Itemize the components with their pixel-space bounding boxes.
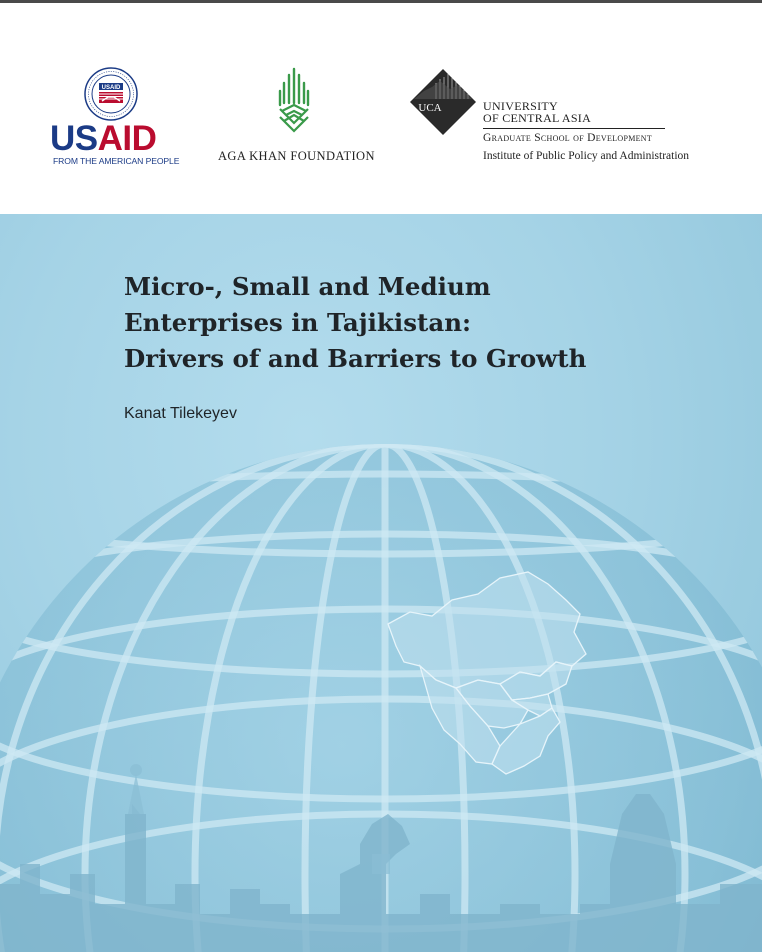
cover-area (0, 214, 762, 952)
title-line-1: Micro-, Small and Medium (124, 272, 491, 301)
uca-line-central-asia: OF CENTRAL ASIA (483, 111, 592, 125)
uca-line-institute: Institute of Public Policy and Administration (483, 150, 690, 162)
uca-diamond-icon (410, 69, 476, 135)
usaid-tagline: FROM THE AMERICAN PEOPLE (53, 156, 180, 166)
uca-divider (483, 128, 665, 129)
title-line-2: Enterprises in Tajikistan: (124, 308, 472, 337)
usaid-seal-icon (84, 67, 138, 121)
document-title (124, 269, 684, 377)
uca-logo (410, 69, 710, 179)
logo-header (0, 3, 762, 214)
akf-name: AGA KHAN FOUNDATION (218, 149, 375, 163)
akf-emblem-icon (276, 65, 312, 133)
author-name: Kanat Tilekeyev (124, 405, 237, 422)
uca-line-university: UNIVERSITY (483, 99, 558, 113)
uca-mark-text: UCA (418, 102, 442, 114)
usaid-wordmark: USAID (50, 119, 157, 158)
title-line-3: Drivers of and Barriers to Growth (124, 344, 587, 373)
usaid-seal-label: USAID (101, 84, 121, 91)
uca-line-school: Graduate School of Development (483, 132, 653, 144)
